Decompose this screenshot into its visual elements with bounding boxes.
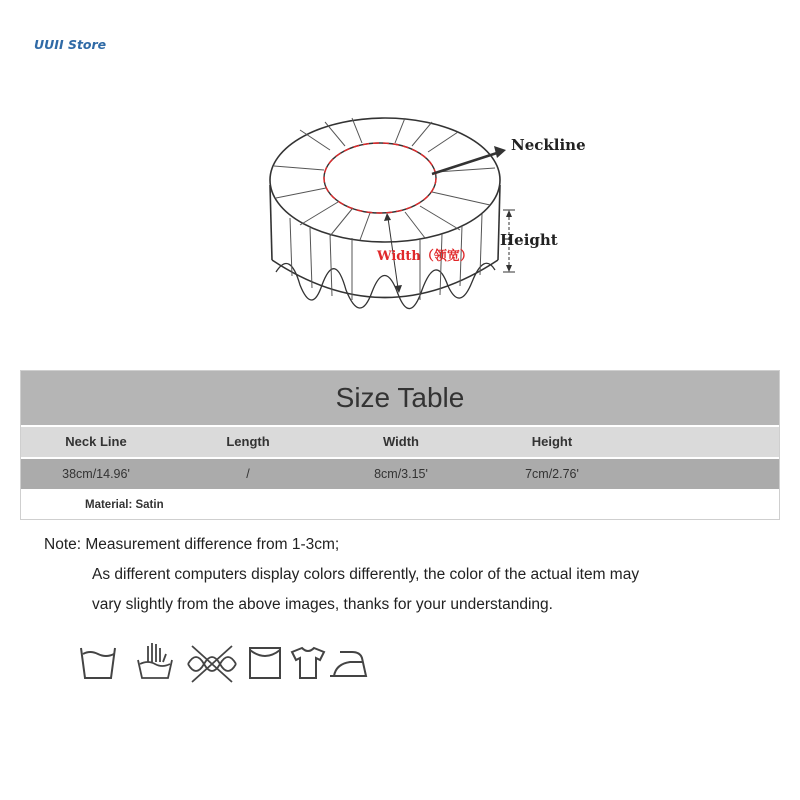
neckline-label: Neckline (511, 136, 586, 154)
size-table (20, 370, 780, 520)
do-not-wring-icon (188, 646, 236, 682)
header-neck-line: Neck Line (65, 434, 127, 449)
size-table-values-row (21, 459, 779, 491)
note-line-2: As different computers display colors differently, the color of the actual item may (92, 566, 640, 583)
value-length: / (246, 467, 250, 481)
height-label: Height (500, 231, 558, 249)
size-table-material-row (21, 491, 779, 519)
value-neck-line: 38cm/14.96' (62, 467, 130, 481)
wash-basin-icon (81, 648, 115, 678)
note-line-3: vary slightly from the above images, thanks for your understanding. (92, 596, 553, 613)
header-width: Width (383, 434, 419, 449)
value-height: 7cm/2.76' (525, 467, 579, 481)
dry-flat-icon (250, 648, 280, 678)
collar-diagram (0, 100, 800, 360)
hand-wash-icon (138, 643, 172, 678)
shirt-icon (292, 648, 324, 678)
material-text: Material: Satin (85, 499, 164, 511)
brand-logo: UUII Store (34, 37, 107, 52)
header-height: Height (531, 434, 573, 449)
size-table-title: Size Table (21, 371, 779, 427)
iron-icon (330, 652, 366, 676)
note-line-1: Note: Measurement difference from 1-3cm; (44, 536, 340, 553)
width-label: Width（领宽） (377, 249, 473, 264)
header-length: Length (226, 434, 270, 449)
value-width: 8cm/3.15' (374, 467, 428, 481)
size-table-header-row (21, 427, 779, 459)
care-symbols (78, 640, 368, 685)
